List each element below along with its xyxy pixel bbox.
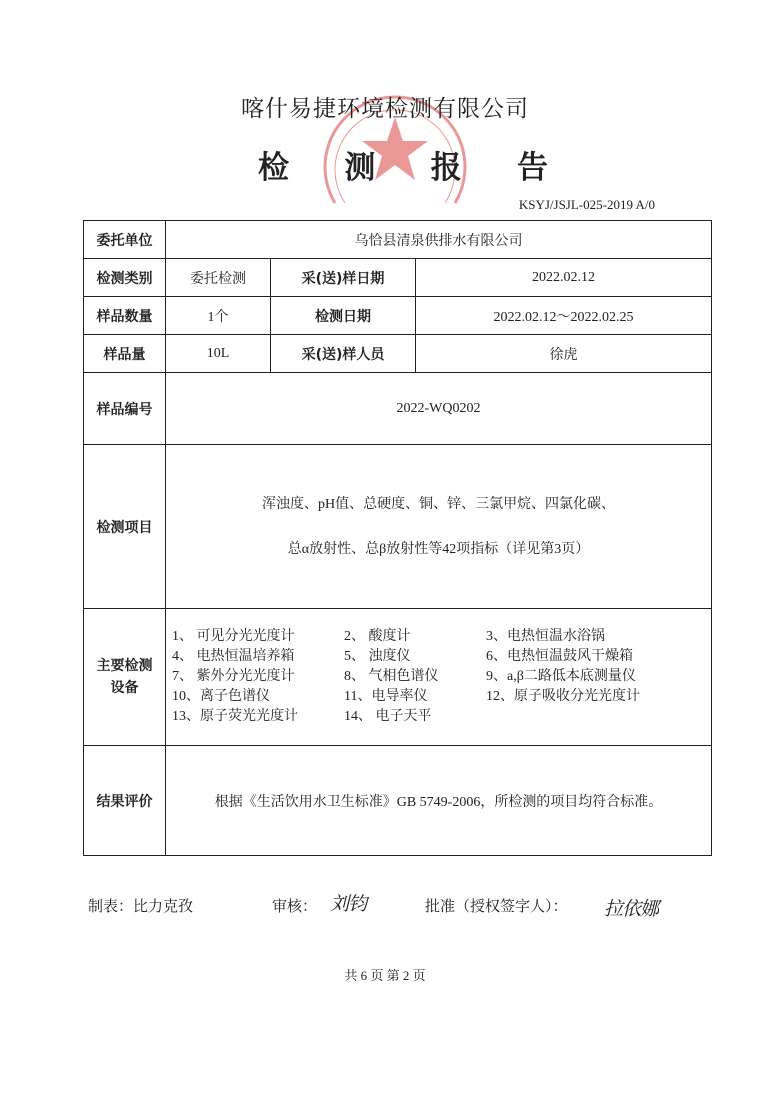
equipment-item: 12、原子吸收分光光度计 <box>486 689 640 704</box>
sampler-value: 徐虎 <box>416 335 712 373</box>
items-line: 总α放射性、总β放射性等42项指标（详见第3页） <box>287 541 590 557</box>
sampler-label: 采(送)样人员 <box>271 335 416 373</box>
equipment-item: 8、 气相色谱仪 <box>344 669 439 684</box>
maker-field: 制表：比力克孜 <box>88 897 194 915</box>
equipment-item: 13、原子荧光光度计 <box>172 709 298 724</box>
result-value: 根据《生活饮用水卫生标准》GB 5749-2006，所检测的项目均符合标准。 <box>166 746 712 856</box>
table-row <box>84 373 712 445</box>
table-row <box>84 221 712 259</box>
equipment-item: 14、 电子天平 <box>344 709 432 724</box>
report-title <box>258 142 548 184</box>
equipment-item: 3、电热恒温水浴锅 <box>486 629 605 644</box>
table-row <box>84 609 712 746</box>
approver-label: 批准（授权签字人）： <box>425 897 568 915</box>
title-char: 检 <box>258 150 289 186</box>
equipment-item <box>486 707 682 727</box>
sample-no-value: 2022-WQ0202 <box>166 373 712 445</box>
result-label: 结果评价 <box>84 746 166 856</box>
table-row <box>84 297 712 335</box>
sampling-date-label: 采(送)样日期 <box>271 259 416 297</box>
approver-signature: 拉依娜 <box>604 898 659 920</box>
report-table <box>83 220 712 856</box>
document-code: KSYJ/JSJL-025-2019 A/0 <box>518 197 655 212</box>
equipment-item: 4、 电热恒温培养箱 <box>172 649 295 664</box>
client-value: 乌恰县清泉供排水有限公司 <box>166 221 712 259</box>
equipment-item: 1、 可见分光光度计 <box>172 629 295 644</box>
type-label: 检测类别 <box>84 259 166 297</box>
equipment-item: 6、电热恒温鼓风干燥箱 <box>486 649 633 664</box>
equipment-label: 主要检测设备 <box>84 609 166 746</box>
test-date-value: 2022.02.12～2022.02.25 <box>416 297 712 335</box>
sample-no-label: 样品编号 <box>84 373 166 445</box>
items-value <box>166 445 712 609</box>
equipment-item: 5、 浊度仪 <box>344 649 411 664</box>
title-char: 测 <box>344 150 376 186</box>
items-label: 检测项目 <box>84 445 166 609</box>
volume-value: 10L <box>166 335 271 373</box>
client-label: 委托单位 <box>84 221 166 259</box>
equipment-list <box>166 609 712 746</box>
equipment-item: 10、离子色谱仪 <box>172 689 270 704</box>
quantity-label: 样品数量 <box>84 297 166 335</box>
table-row <box>84 335 712 373</box>
equipment-item: 2、 酸度计 <box>344 629 411 644</box>
table-row <box>84 445 712 609</box>
equipment-item: 11、电导率仪 <box>344 689 428 704</box>
reviewer-signature: 刘钧 <box>330 893 367 915</box>
page-info: 共 6 页 第 2 页 <box>344 968 426 983</box>
type-value: 委托检测 <box>166 259 271 297</box>
test-date-label: 检测日期 <box>271 297 416 335</box>
quantity-value: 1个 <box>166 297 271 335</box>
title-char: 报 <box>430 150 462 186</box>
reviewer-label: 审核： <box>272 897 318 915</box>
sampling-date-value: 2022.02.12 <box>416 259 712 297</box>
title-char: 告 <box>516 150 548 186</box>
volume-label: 样品量 <box>84 335 166 373</box>
table-row <box>84 259 712 297</box>
items-line: 浑浊度、pH值、总硬度、铜、锌、三氯甲烷、四氯化碳、 <box>261 496 616 512</box>
company-name: 喀什易捷环境检测有限公司 <box>241 96 529 122</box>
equipment-item: 9、a,β二路低本底测量仪 <box>486 669 636 684</box>
equipment-item: 7、 紫外分光光度计 <box>172 669 295 684</box>
table-row <box>84 746 712 856</box>
